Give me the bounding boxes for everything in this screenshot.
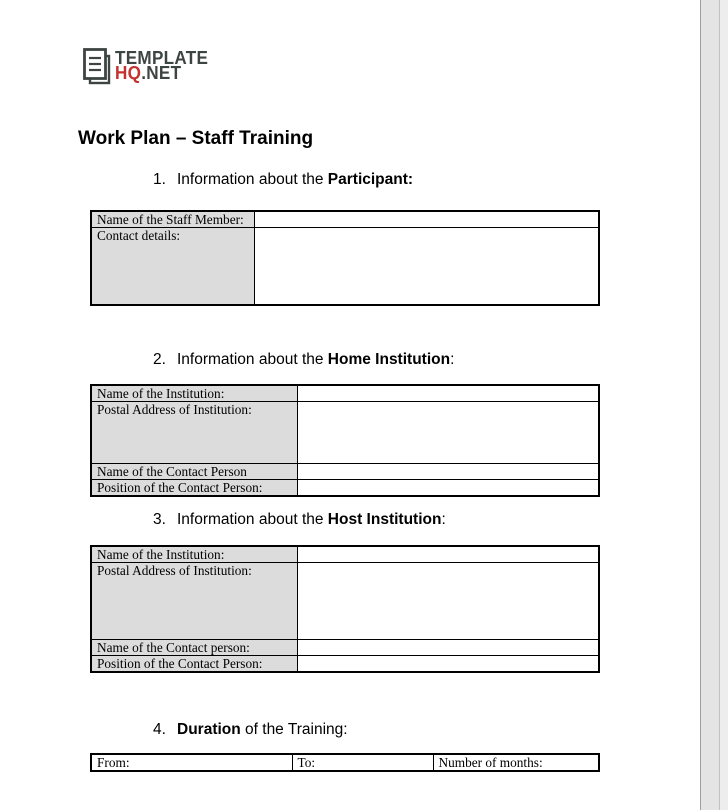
field-input-contact-person-name[interactable] — [297, 464, 599, 480]
duration-cell-months[interactable] — [433, 754, 599, 771]
field-input-contact-person-name[interactable] — [297, 640, 599, 656]
section-number: 3. — [153, 511, 166, 528]
page-title: Work Plan – Staff Training — [78, 128, 314, 149]
field-input-contact-person-position[interactable] — [297, 480, 599, 497]
logo-wordmark — [115, 48, 213, 83]
section-number: 2. — [153, 351, 166, 368]
section-number: 4. — [153, 721, 166, 738]
field-label-contact-person-position: Position of the Contact Person: — [91, 656, 297, 673]
field-label-number-of-months: Number of months: — [438, 755, 543, 770]
host-institution-table — [90, 545, 600, 673]
field-label-postal-address: Postal Address of Institution: — [91, 563, 297, 640]
field-input-institution-name[interactable] — [297, 546, 599, 563]
field-label-postal-address: Postal Address of Institution: — [91, 402, 297, 464]
gutter-edge-strip — [720, 0, 728, 810]
section-text: Duration of the Training: — [177, 721, 348, 738]
field-label-staff-member: Name of the Staff Member: — [91, 211, 254, 228]
field-label-from: From: — [97, 755, 130, 770]
field-input-contact-person-position[interactable] — [297, 656, 599, 673]
field-input-postal-address[interactable] — [297, 402, 599, 464]
field-input-contact-details[interactable] — [254, 228, 599, 306]
section-heading-duration — [153, 721, 348, 739]
section-heading-host-institution — [153, 511, 446, 529]
section-text: Information about the Host Institution: — [177, 511, 446, 528]
logo-text-net: .NET — [141, 63, 182, 83]
field-label-contact-person-name: Name of the Contact Person — [91, 464, 297, 480]
logo-text-template: TEMPLATE — [115, 48, 209, 68]
document-stack-icon — [82, 47, 112, 87]
field-label-to: To: — [297, 755, 316, 770]
field-label-contact-person-name: Name of the Contact person: — [91, 640, 297, 656]
section-number: 1. — [153, 171, 166, 188]
participant-table — [90, 210, 600, 306]
gutter-divider-line — [719, 0, 720, 810]
right-gutter — [700, 0, 728, 810]
home-institution-table — [90, 384, 600, 497]
section-text: Information about the Home Institution: — [177, 351, 455, 368]
field-label-institution-name: Name of the Institution: — [91, 385, 297, 402]
duration-table — [90, 753, 600, 772]
field-label-contact-person-position: Position of the Contact Person: — [91, 480, 297, 497]
field-input-postal-address[interactable] — [297, 563, 599, 640]
section-heading-home-institution — [153, 351, 454, 369]
logo-text-hq: HQ — [115, 63, 142, 83]
section-text: Information about the Participant: — [177, 171, 414, 188]
field-input-institution-name[interactable] — [297, 385, 599, 402]
field-input-staff-member[interactable] — [254, 211, 599, 228]
field-label-institution-name: Name of the Institution: — [91, 546, 297, 563]
duration-cell-from[interactable] — [91, 754, 292, 771]
templatehq-logo — [82, 47, 213, 87]
section-heading-participant — [153, 171, 413, 189]
logo-text-hqnet — [115, 63, 208, 83]
duration-cell-to[interactable] — [292, 754, 433, 771]
field-label-contact-details: Contact details: — [91, 228, 254, 306]
